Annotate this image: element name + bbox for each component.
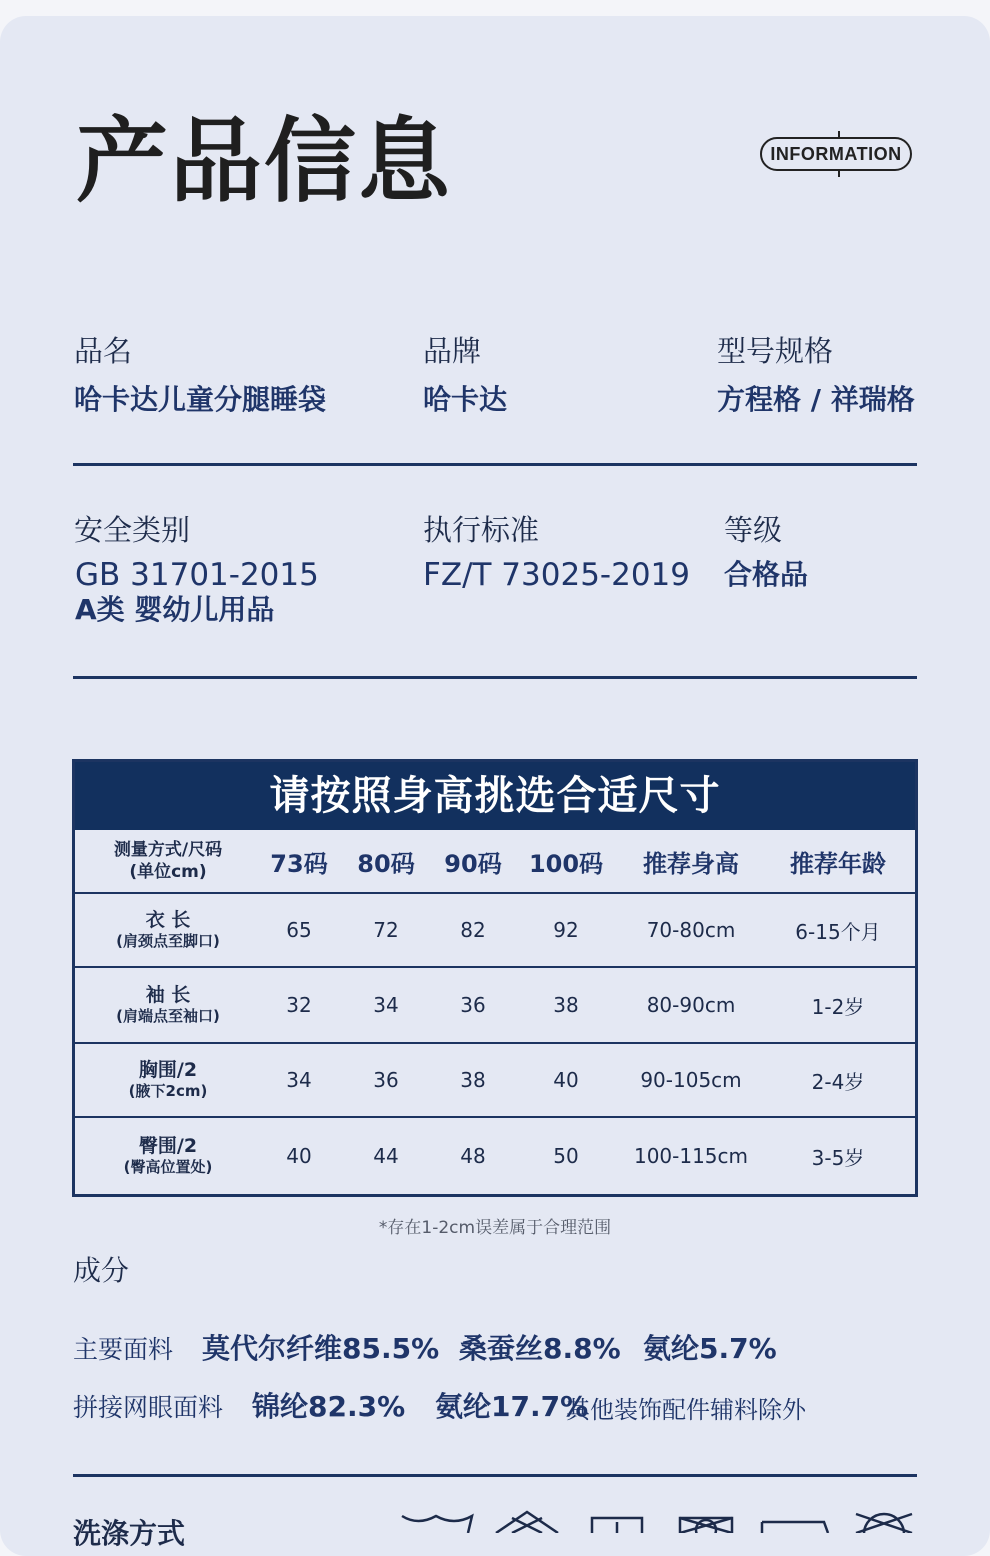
main-fabric-label: 主要面料 — [73, 1335, 174, 1364]
table-cell — [621, 894, 761, 966]
table-row — [75, 894, 915, 968]
table-cell — [435, 968, 511, 1042]
iron-icon — [760, 1510, 830, 1533]
row-label — [75, 968, 261, 1042]
mesh-fabric-value: 氨纶17.7% — [435, 1390, 589, 1423]
size-note: *存在1-2cm误差属于合理范围 — [378, 1218, 612, 1238]
badge-tick-top — [838, 131, 840, 139]
divider — [73, 1474, 917, 1477]
row-sub: (肩端点至袖口) — [116, 1007, 220, 1025]
mesh-fabric-value: 锦纶82.3% — [252, 1390, 406, 1423]
wash-basin-icon — [400, 1510, 474, 1533]
cell-age: 6-15个月 — [795, 919, 881, 944]
row-name: 臀围/2 — [138, 1135, 198, 1157]
mesh-fabric-note: 其他装饰配件辅料除外 — [566, 1396, 806, 1424]
no-dry-clean-icon — [850, 1510, 918, 1533]
cell-value: 44 — [373, 1144, 399, 1168]
name-value: 哈卡达儿童分腿睡袋 — [74, 383, 327, 416]
cell-value: 36 — [460, 993, 486, 1017]
row-sub: (臀高位置处) — [123, 1158, 213, 1176]
cell-value: 65 — [286, 918, 312, 942]
size-table — [72, 759, 918, 1197]
cell-value: 32 — [286, 993, 312, 1017]
table-cell — [761, 968, 915, 1042]
cell-height: 90-105cm — [640, 1068, 742, 1092]
cell-value: 38 — [460, 1068, 486, 1092]
cell-value: 38 — [553, 993, 579, 1017]
cell-height: 100-115cm — [633, 1144, 749, 1168]
header-unit-label: (单位cm) — [129, 862, 207, 882]
tumble-dry-icon — [590, 1510, 644, 1533]
cell-value: 72 — [373, 918, 399, 942]
header-method-label: 测量方式/尺码 — [113, 840, 223, 860]
cell-age: 2-4岁 — [811, 1069, 865, 1094]
safety-class: A类 婴幼儿用品 — [75, 593, 275, 626]
divider — [73, 676, 917, 679]
cell-value: 40 — [553, 1068, 579, 1092]
table-cell — [511, 1044, 621, 1116]
header-size — [511, 830, 621, 892]
header-age-label: 推荐年龄 — [790, 849, 886, 878]
cell-height: 80-90cm — [646, 993, 736, 1017]
header-height-label: 推荐身高 — [643, 849, 739, 878]
table-cell — [261, 894, 337, 966]
no-tumble-dry-icon — [676, 1510, 736, 1533]
model-label: 型号规格 — [717, 334, 834, 368]
header-size — [261, 830, 337, 892]
header-age — [761, 830, 915, 892]
table-cell — [761, 1044, 915, 1116]
cell-age: 1-2岁 — [811, 994, 865, 1019]
table-cell — [621, 1118, 761, 1194]
header-size-label: 80码 — [357, 849, 415, 878]
name-label: 品名 — [74, 334, 133, 368]
table-cell — [261, 1044, 337, 1116]
model-value: 方程格 / 祥瑞格 — [717, 383, 915, 416]
row-name: 胸围/2 — [138, 1059, 198, 1081]
page-title: 产品信息 — [76, 108, 453, 215]
table-cell — [511, 968, 621, 1042]
header-height — [621, 830, 761, 892]
row-label — [75, 1118, 261, 1194]
cell-value: 34 — [373, 993, 399, 1017]
size-table-title: 请按照身高挑选合适尺寸 — [75, 762, 915, 830]
information-badge — [760, 137, 912, 171]
table-cell — [261, 968, 337, 1042]
header-method — [75, 830, 261, 892]
cell-age: 3-5岁 — [811, 1145, 865, 1170]
grade-value: 合格品 — [724, 558, 809, 591]
badge-tick-bottom — [838, 169, 840, 177]
mesh-fabric-label: 拼接网眼面料 — [73, 1393, 224, 1422]
table-cell — [435, 1044, 511, 1116]
cell-value: 36 — [373, 1068, 399, 1092]
cell-value: 50 — [553, 1144, 579, 1168]
row-label — [75, 894, 261, 966]
grade-label: 等级 — [724, 513, 783, 547]
table-cell — [435, 894, 511, 966]
table-row — [75, 968, 915, 1044]
main-fabric-value: 桑蚕丝8.8% — [459, 1332, 621, 1365]
row-label — [75, 1044, 261, 1116]
cell-value: 92 — [553, 918, 579, 942]
safety-label: 安全类别 — [74, 513, 191, 547]
standard-label: 执行标准 — [423, 513, 540, 547]
cell-height: 70-80cm — [646, 918, 736, 942]
table-row — [75, 1118, 915, 1194]
table-cell — [337, 894, 435, 966]
cell-value: 40 — [286, 1144, 312, 1168]
table-cell — [337, 1044, 435, 1116]
no-bleach-icon — [494, 1510, 560, 1533]
cell-value: 82 — [460, 918, 486, 942]
safety-value: GB 31701-2015 — [75, 557, 319, 593]
row-name: 衣 长 — [145, 909, 191, 931]
standard-value: FZ/T 73025-2019 — [423, 557, 690, 593]
row-sub: (肩颈点至脚口) — [116, 932, 220, 950]
header-size-label: 73码 — [270, 849, 328, 878]
row-name: 袖 长 — [145, 984, 191, 1006]
row-sub: (腋下2cm) — [128, 1082, 208, 1100]
table-cell — [261, 1118, 337, 1194]
table-cell — [511, 1118, 621, 1194]
cell-value: 48 — [460, 1144, 486, 1168]
header-size-label: 90码 — [444, 849, 502, 878]
cell-value: 34 — [286, 1068, 312, 1092]
header-size-label: 100码 — [528, 849, 604, 878]
divider — [73, 463, 917, 466]
table-row — [75, 1044, 915, 1118]
main-fabric-value: 氨纶5.7% — [643, 1332, 777, 1365]
table-cell — [511, 894, 621, 966]
main-fabric-value: 莫代尔纤维85.5% — [202, 1332, 440, 1365]
table-cell — [761, 1118, 915, 1194]
table-cell — [621, 968, 761, 1042]
header-size — [435, 830, 511, 892]
table-cell — [435, 1118, 511, 1194]
table-cell — [761, 894, 915, 966]
header-size — [337, 830, 435, 892]
badge-label: INFORMATION — [770, 144, 902, 164]
brand-value: 哈卡达 — [423, 383, 508, 416]
table-header-row — [75, 830, 915, 894]
table-cell — [621, 1044, 761, 1116]
table-cell — [337, 968, 435, 1042]
composition-title: 成分 — [73, 1254, 130, 1287]
table-cell — [337, 1118, 435, 1194]
brand-label: 品牌 — [423, 334, 482, 368]
washing-title: 洗涤方式 — [73, 1517, 186, 1550]
